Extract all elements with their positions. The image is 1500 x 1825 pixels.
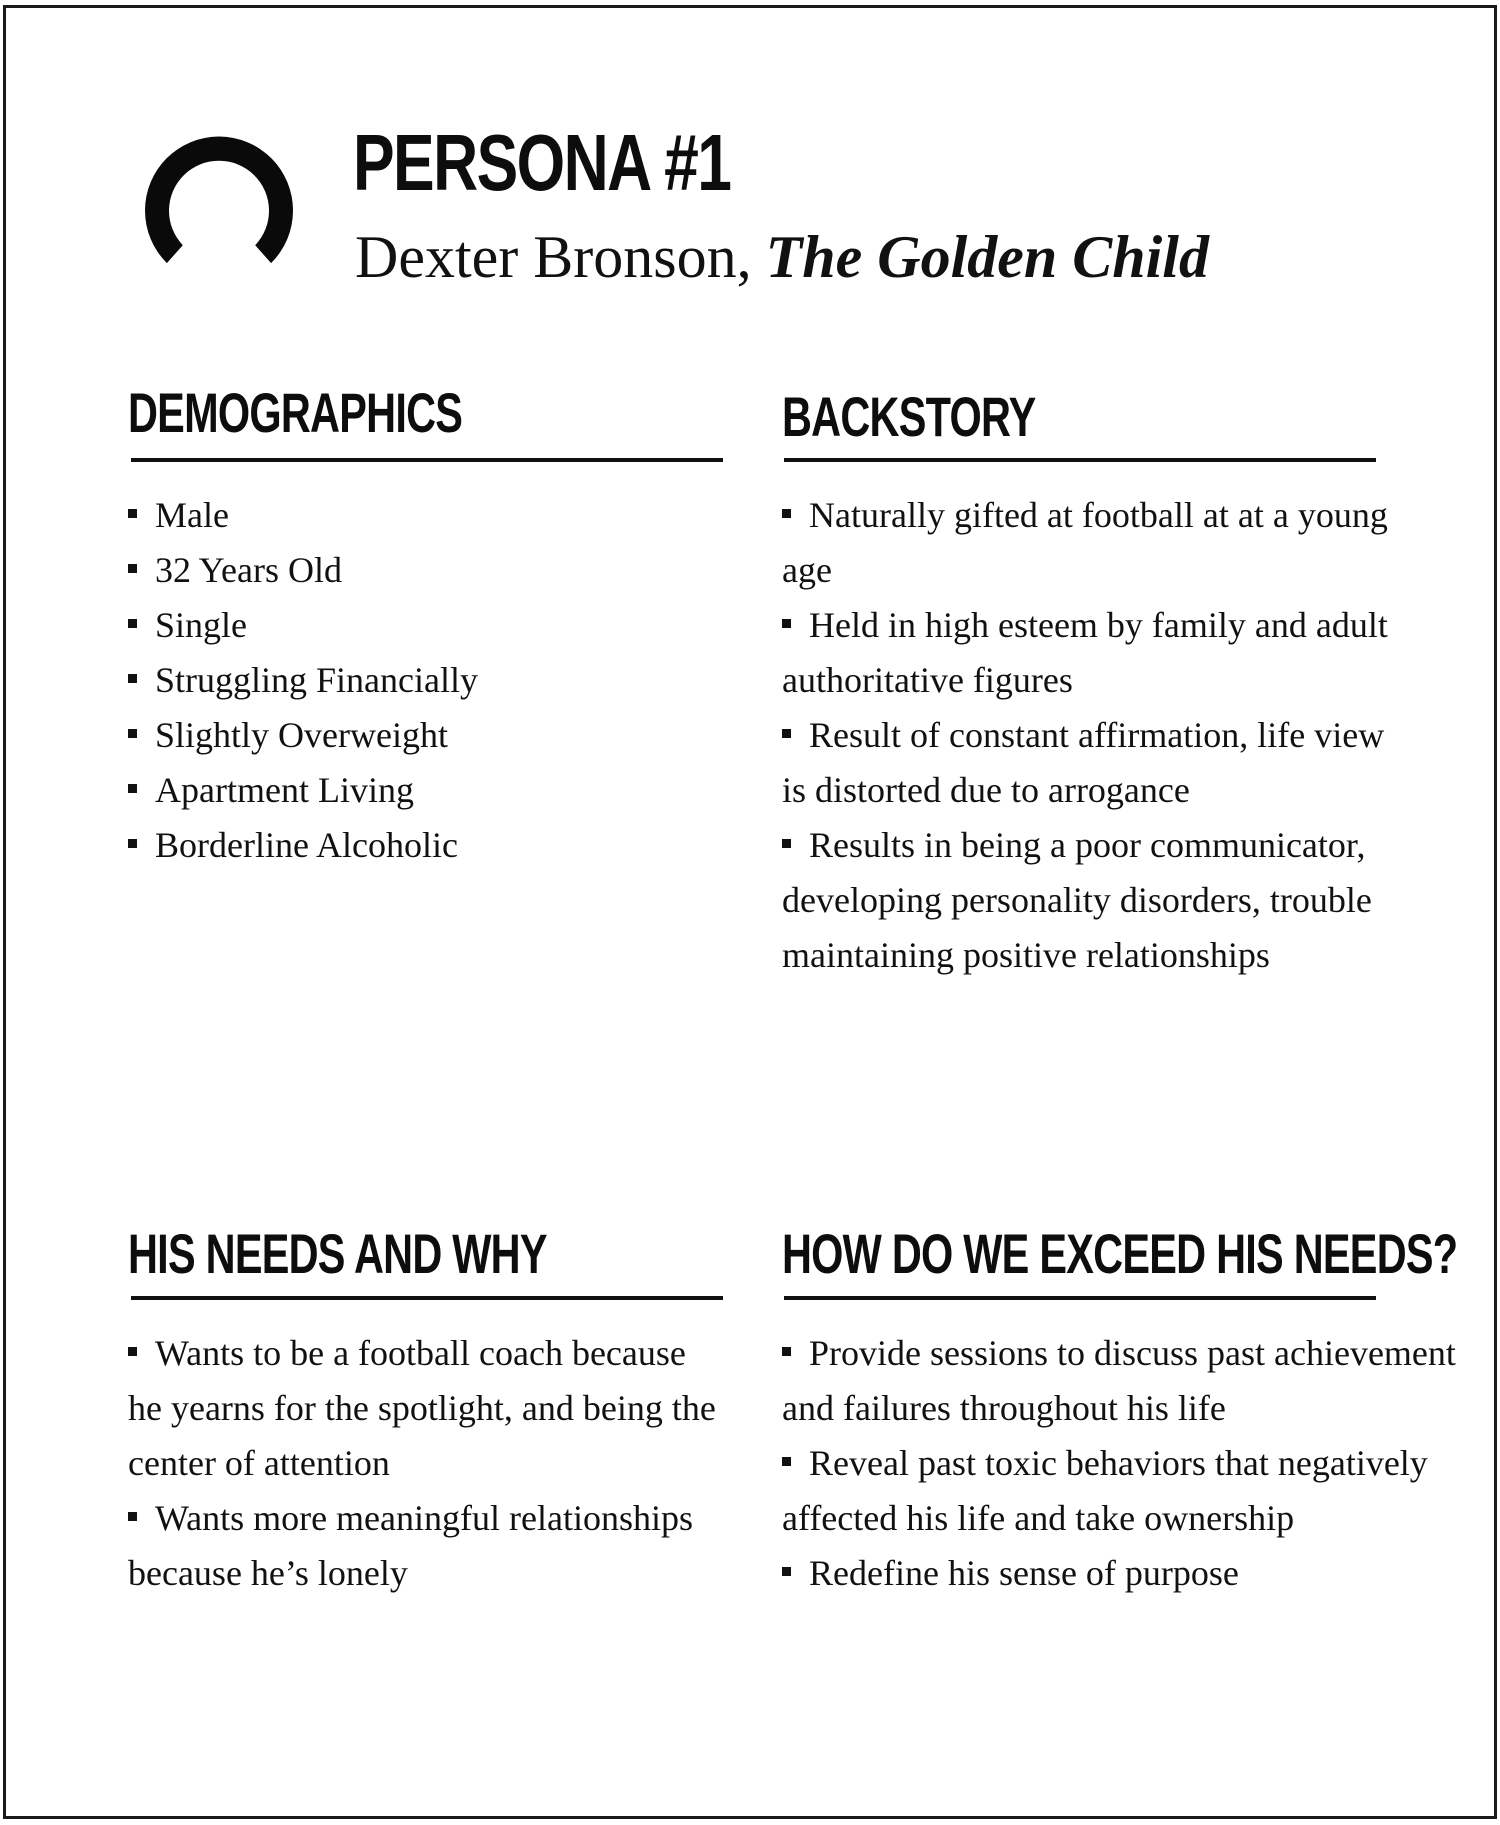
list-item: Struggling Financially [128, 653, 718, 708]
exceed-list [782, 1326, 1462, 1601]
list-item: Apartment Living [128, 763, 718, 818]
bullet-icon [782, 1347, 791, 1356]
list-item: Reveal past toxic behaviors that negatively affected his life and take ownership [782, 1443, 1428, 1538]
bullet-icon [782, 509, 791, 518]
list-item: Wants more meaningful relationships because he’s lonely [128, 1498, 693, 1593]
exceed-divider [784, 1296, 1376, 1300]
bullet-icon [782, 729, 791, 738]
list-item: Male [128, 488, 718, 543]
list-item: Result of constant affirmation, life view is distorted due to arrogance [782, 715, 1385, 810]
bullet-icon [128, 619, 137, 628]
demographics-divider [131, 458, 723, 462]
list-item: Held in high esteem by family and adult authoritative figures [782, 605, 1388, 700]
backstory-section [782, 384, 1382, 450]
bullet-icon [128, 564, 137, 573]
persona-name-line [355, 222, 1209, 292]
bullet-icon [782, 619, 791, 628]
list-item: Provide sessions to discuss past achievement and failures throughout his life [782, 1333, 1456, 1428]
page-title: PERSONA #1 [353, 118, 731, 207]
exceed-section [782, 1221, 1458, 1287]
demographics-list [128, 488, 718, 873]
bullet-icon [782, 1567, 791, 1576]
list-item: 32 Years Old [128, 543, 718, 598]
bullet-icon [128, 674, 137, 683]
list-item: Results in being a poor communicator, developing personality disorders, trouble maintaining positive relationships [782, 825, 1372, 975]
bullet-icon [128, 1512, 137, 1521]
list-item: Slightly Overweight [128, 708, 718, 763]
needs-section [128, 1221, 728, 1287]
bullet-icon [128, 729, 137, 738]
demographics-heading: DEMOGRAPHICS [128, 381, 463, 444]
list-item: Naturally gifted at football at at a young age [782, 495, 1388, 590]
list-item: Redefine his sense of purpose [782, 1546, 1462, 1601]
bullet-icon [128, 1347, 137, 1356]
list-item: Wants to be a football coach because he yearns for the spotlight, and being the center of attention [128, 1333, 716, 1483]
needs-heading: HIS NEEDS AND WHY [128, 1222, 547, 1285]
backstory-list [782, 488, 1410, 983]
list-item: Borderline Alcoholic [128, 818, 718, 873]
bullet-icon [128, 509, 137, 518]
backstory-heading: BACKSTORY [782, 385, 1036, 448]
needs-divider [131, 1296, 723, 1300]
persona-tagline: The Golden Child [765, 224, 1209, 290]
demographics-section [128, 380, 728, 446]
bullet-icon [128, 839, 137, 848]
bullet-icon [782, 1457, 791, 1466]
needs-list [128, 1326, 728, 1601]
bullet-icon [128, 784, 137, 793]
open-ring-icon [128, 105, 313, 275]
bullet-icon [782, 839, 791, 848]
backstory-divider [784, 458, 1376, 462]
exceed-heading: HOW DO WE EXCEED HIS NEEDS? [782, 1222, 1458, 1285]
list-item: Single [128, 598, 718, 653]
persona-name: Dexter Bronson, [355, 224, 752, 290]
